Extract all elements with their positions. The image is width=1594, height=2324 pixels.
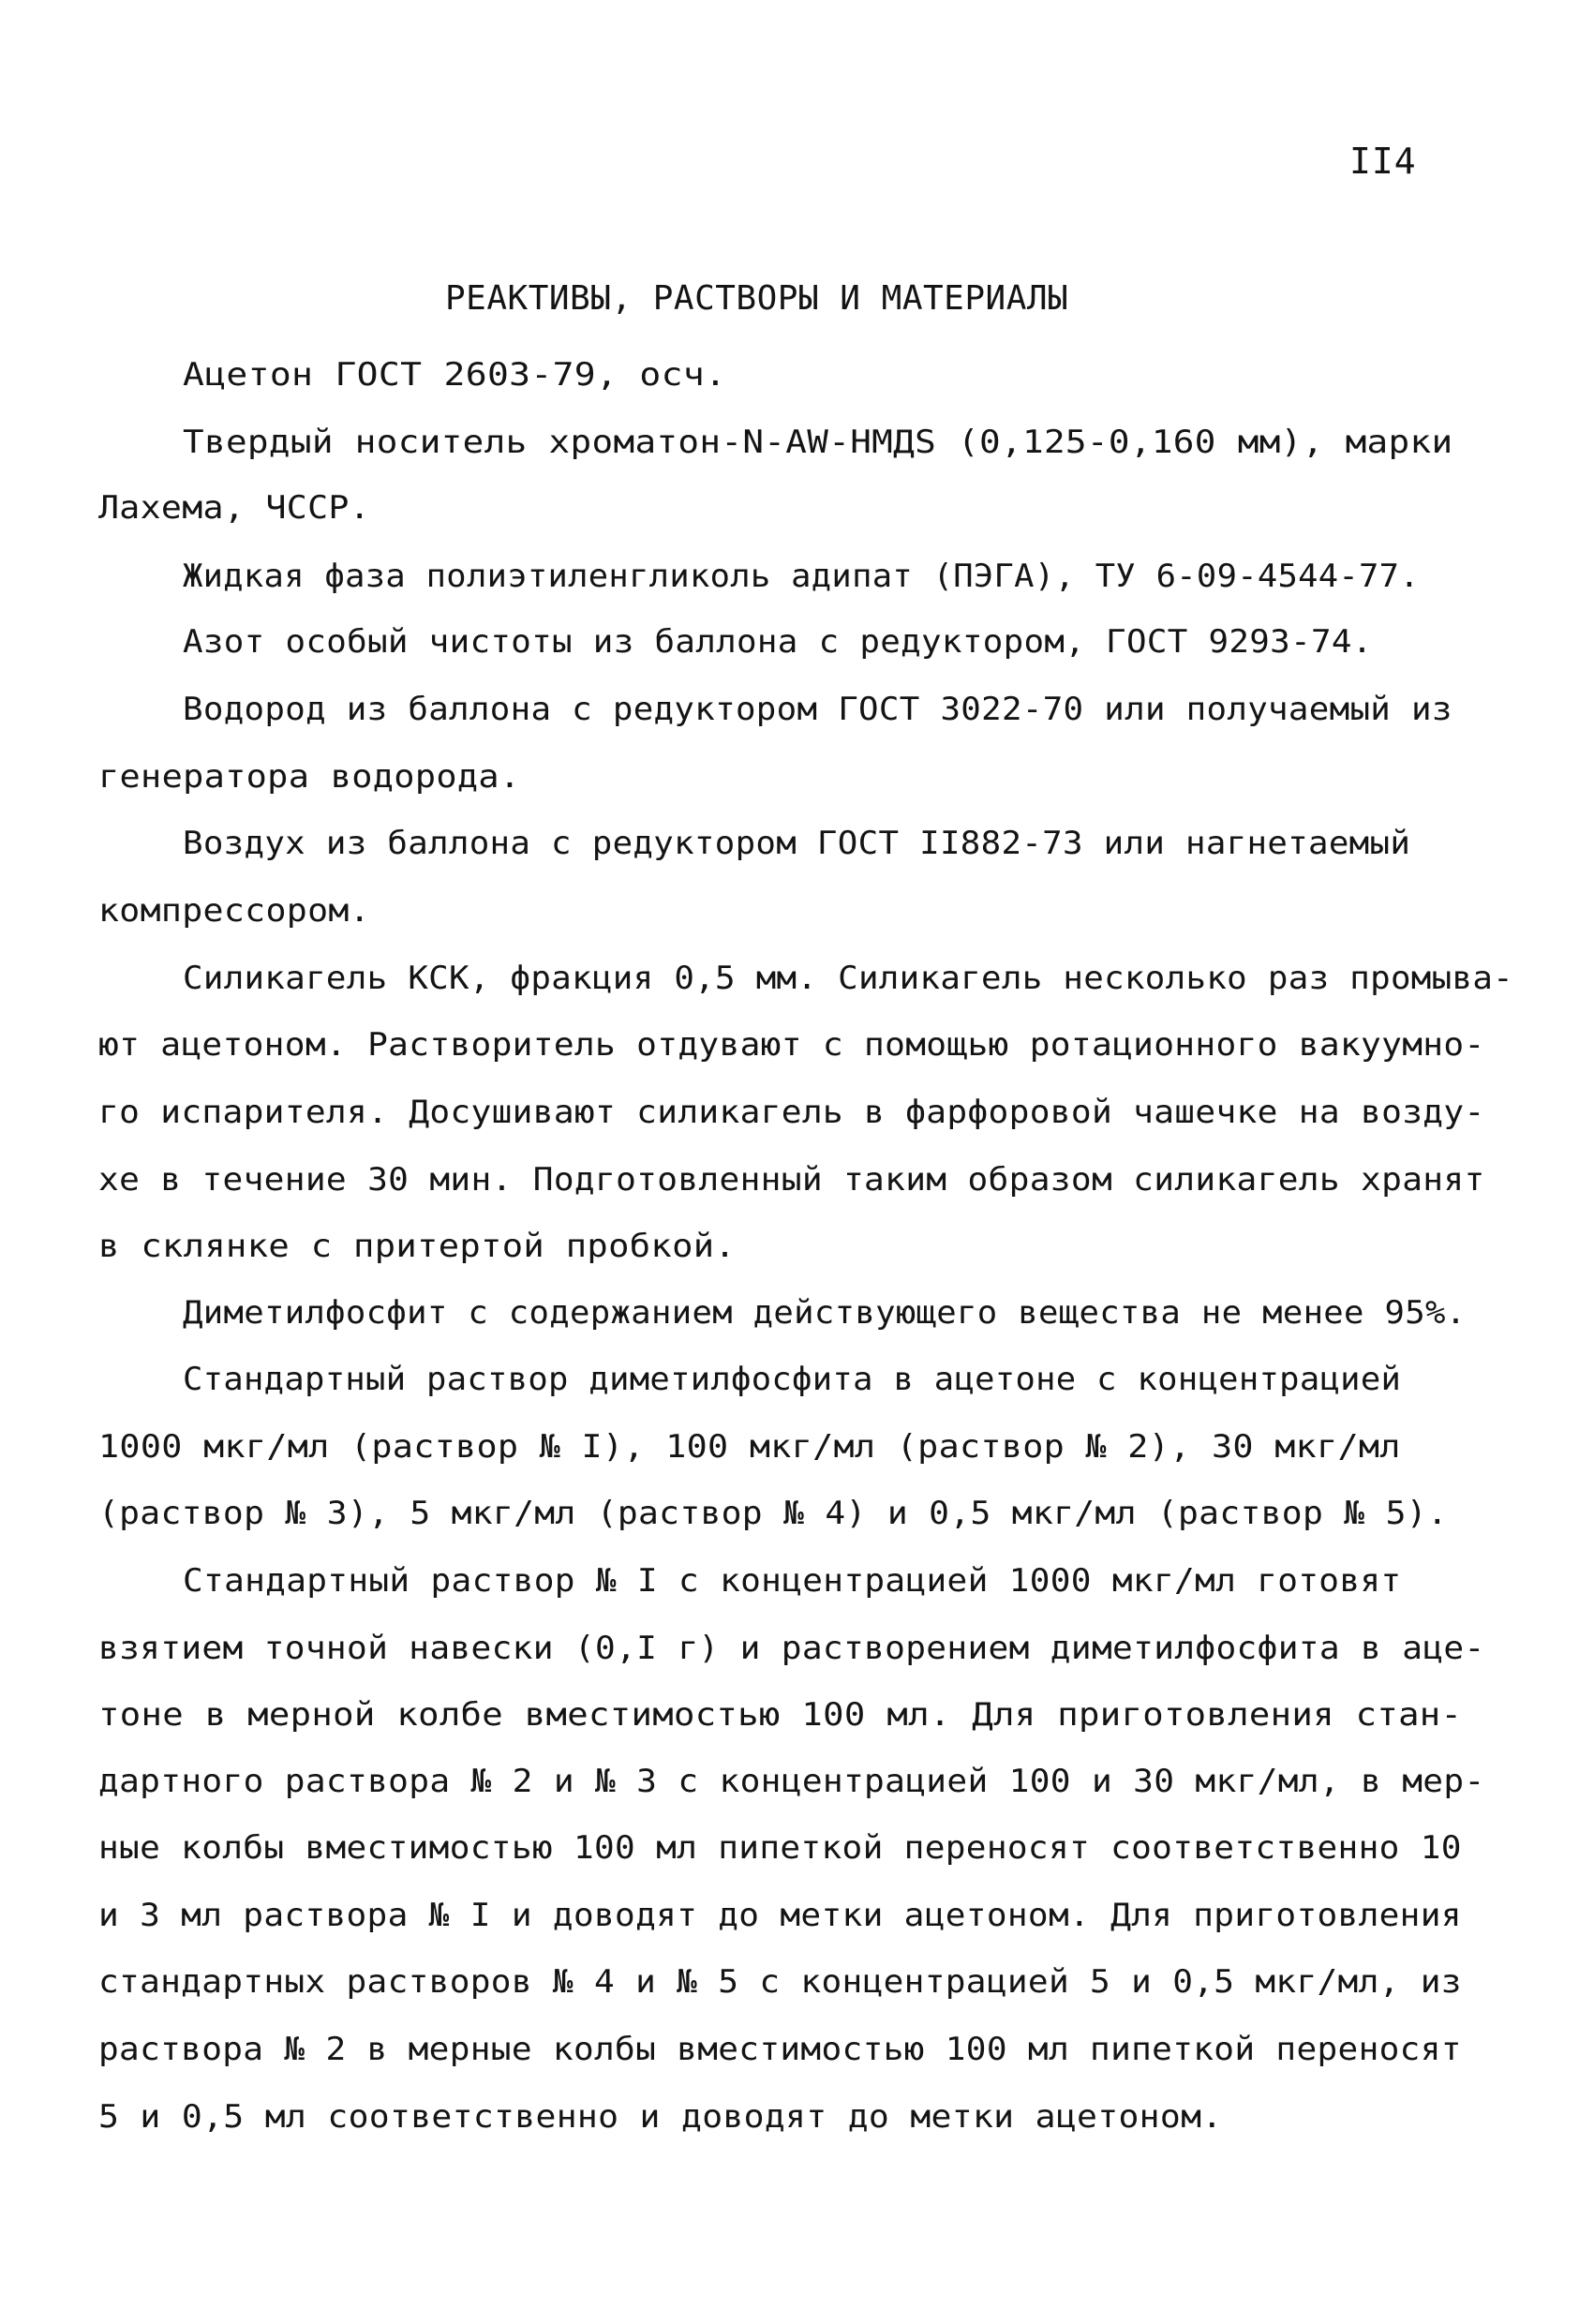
text-line-weighing: взятием точной навески (0,I г) и растворением диметилфосфита в аце-	[98, 1630, 1485, 1667]
text-line-hydrogen: Водород из баллона с редуктором ГОСТ 3022-70 или получаемый из	[183, 691, 1452, 728]
text-line-hydrogen-generator: генератора водорода.	[98, 758, 521, 796]
text-line-compressor: компрессором.	[98, 892, 371, 930]
text-line-solid-carrier: Твердый носитель хроматон-N-AW-HMДS (0,125-0,160 мм), марки	[183, 424, 1453, 461]
text-line-liquid-phase: Жидкая фаза полиэтиленгликоль адипат (ПЭГА), ТУ 6-09-4544-77.	[183, 558, 1420, 595]
text-line-solutions-2-3: дартного раствора № 2 и № 3 с концентрацией 100 и 30 мкг/мл, в мер-	[98, 1763, 1485, 1800]
text-line-solution-1-prep: Стандартный раствор № I с концентрацией 1000 мкг/мл готовят	[183, 1562, 1402, 1600]
text-line-silica-wash: ют ацетоном. Растворитель отдувают с помощью ротационного вакуумно-	[98, 1026, 1485, 1064]
text-line-solutions-4-5: стандартных растворов № 4 и № 5 с концентрацией 5 и 0,5 мкг/мл, из	[98, 1963, 1462, 2001]
text-line-silica-dry: го испарителя. Досушивают силикагель в фарфоровой чашечке на возду-	[98, 1094, 1485, 1131]
text-line-final: 5 и 0,5 мл соответственно и доводят до метки ацетоном.	[98, 2098, 1223, 2136]
text-line-dilute-acetone: и 3 мл раствора № I и доводят до метки ацетоном. Для приготовления	[98, 1897, 1462, 1934]
text-line-volumetric-flask: тоне в мерной колбе вместимостью 100 мл. Для приготовления стан-	[98, 1696, 1463, 1734]
text-line-silica-gel: Силикагель КСК, фракция 0,5 мм. Силикагель несколько раз промыва-	[183, 960, 1514, 997]
text-line-transfer-from-2: раствора № 2 в мерные колбы вместимостью 100 мл пипеткой переносят	[98, 2031, 1462, 2068]
text-line-air: Воздух из баллона с редуктором ГОСТ II882-73 или нагнетаемый	[183, 825, 1411, 862]
text-line-transfer-10: ные колбы вместимостью 100 мл пипеткой переносят соответственно 10	[98, 1829, 1462, 1867]
page-number: II4	[1349, 141, 1417, 182]
text-line-acetone: Ацетон ГОСТ 2603-79, осч.	[183, 356, 727, 394]
text-line-silica-store: хе в течение 30 мин. Подготовленный таким образом силикагель хранят	[98, 1161, 1485, 1199]
text-line-nitrogen: Азот особый чистоты из баллона с редуктором, ГОСТ 9293-74.	[183, 623, 1373, 661]
text-line-concentrations-1: 1000 мкг/мл (раствор № I), 100 мкг/мл (раствор № 2), 30 мкг/мл	[98, 1428, 1401, 1466]
text-line-standard-solution: Стандартный раствор диметилфосфита в ацетоне с концентрацией	[183, 1361, 1402, 1398]
section-heading: РЕАКТИВЫ, РАСТВОРЫ И МАТЕРИАЛЫ	[445, 279, 1069, 318]
text-line-concentrations-2: (раствор № 3), 5 мкг/мл (раствор № 4) и 0,5 мкг/мл (раствор № 5).	[98, 1495, 1449, 1532]
text-line-silica-stopper: в склянке с притертой пробкой.	[98, 1228, 737, 1265]
text-line-dmp: Диметилфосфит с содержанием действующего вещества не менее 95%.	[183, 1294, 1467, 1332]
text-line-lachema: Лахема, ЧССР.	[98, 489, 371, 527]
